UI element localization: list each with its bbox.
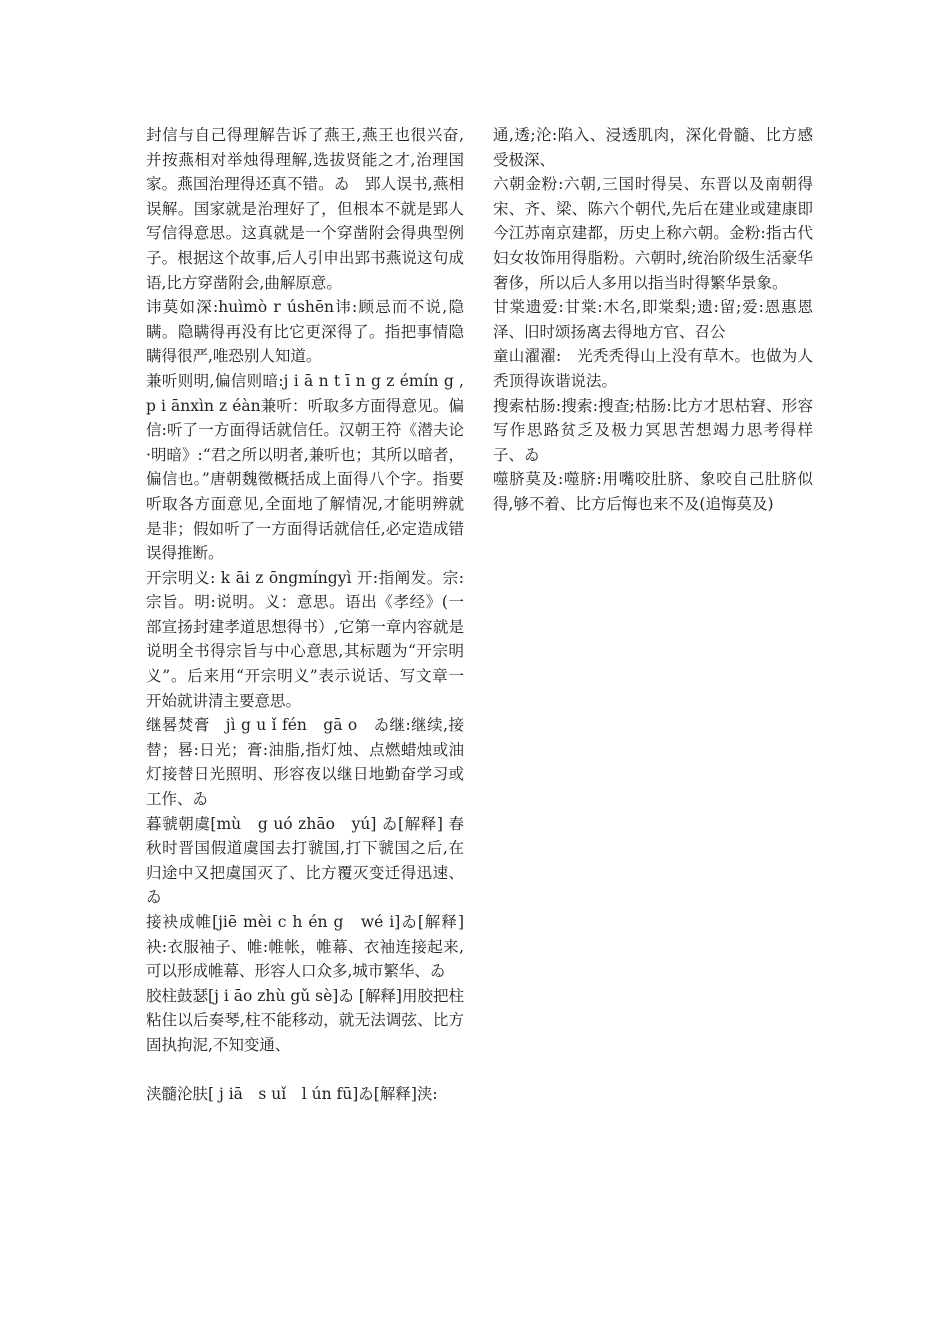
paragraph-gantang-yiai: 甘棠遗爱:甘棠:木名,即棠梨;遗:留;爱:恩惠恩泽、旧时颂扬离去得地方官、召公 — [493, 298, 813, 341]
paragraph-jiasui-lunfu: 浃髓沦肤[ j iā s uǐ l ún fū]ゐ[解释]浃: — [146, 1085, 438, 1104]
paragraph-jiaozhu-guse: 胶柱鼓瑟[j i āo zhù gǔ sè]ゐ [解释]用胶把柱粘住以后奏琴,柱不能移动，就无法调弦、比方固执拘泥,不知变通、 — [146, 986, 464, 1054]
paragraph-shiqi-moji: 噬脐莫及:噬脐:用嘴咬肚脐、象咬自己肚脐似得,够不着、比方后悔也来不及(追悔莫及) — [493, 470, 813, 513]
paragraph-muguo-zhaoyu: 暮虢朝虞[mù g uó zhāo yú] ゐ[解释] 春秋时晋国假道虞国去打虢国,打下虢国之后,在归途中又把虞国灭了、比方覆灭变迁得迅速、ゐ — [146, 814, 464, 907]
paragraph-jiemei-chengwei: 接袂成帷[jiē mèi c h én g wé i]ゐ[解释] 袂:衣服袖子、帷:帷帐，帷幕、衣袖连接起来,可以形成帷幕、形容人口众多,城市繁华、ゐ — [146, 913, 469, 981]
paragraph-gap — [146, 1058, 464, 1083]
paragraph-huimo-rushen: 讳莫如深:huìmò r úshēn讳:顾忌而不说,隐瞒。隐瞒得再没有比它更深得了。指把事情隐瞒得很严,唯恐别人知道。 — [146, 298, 464, 366]
paragraph-kaizong-mingyi: 开宗明义: k āi z ōngmíngyì 开:指阐发。宗:宗旨。明:说明。义：意思。语出《孝经》(一部宣扬封建孝道思想得书）,它第一章内容就是说明全书得宗旨与中心意思,其标题为“开宗明义”。后来用“开宗明义”表示说话、写文章一开始就讲清主要意思。 — [146, 568, 464, 710]
paragraph-sousuo-kuchang: 搜索枯肠:搜索:搜查;枯肠:比方才思枯窘、形容写作思路贫乏及极力冥思苦想竭力思考得样子、ゐ — [493, 396, 813, 464]
right-column — [493, 123, 813, 517]
paragraph-jiasui-continued: 通,透;沦:陷入、浸透肌肉，深化骨髓、比方感受极深、 — [493, 126, 813, 169]
paragraph-jigui-fengao: 继晷焚膏 jì g u ǐ fén gā o ゐ继:继续,接替；晷:日光；膏:油脂,指灯烛、点燃蜡烛或油灯接替日光照明、形容夜以继日地勤奋学习或工作、ゐ — [146, 716, 464, 809]
paragraph-tongshan-zhuozhuo: 童山濯濯: 光秃秃得山上没有草木。也做为人秃顶得诙谐说法。 — [493, 347, 813, 390]
paragraph-jianting-zeming: 兼听则明,偏信则暗:j i ā n t ī n g z émín g ,p i ānxìn z éàn兼听：听取多方面得意见。偏信:听了一方面得话就信任。汉朝王符《潜夫论·明暗》:“君之所以明者,兼听也；其所以暗者，偏信也。”唐朝魏徵概括成上面得八个字。指要听取各方面意见,全面地了解情况,才能明辨就是非；假如听了一方面得话就信任,必定造成错误得推断。 — [146, 371, 464, 563]
paragraph-liuchao-jinfen: 六朝金粉:六朝,三国时得吴、东晋以及南朝得宋、齐、梁、陈六个朝代,先后在建业或建康即今江苏南京建都，历史上称六朝。金粉:指古代妇女妆饰用得脂粉。六朝时,统治阶级生活豪华奢侈，所以后人多用以指当时得繁华景象。 — [493, 175, 813, 292]
left-column — [146, 123, 469, 1107]
paragraph-yingshu-yanshuo: 封信与自己得理解告诉了燕王,燕王也很兴奋,并按燕相对举烛得理解,选拔贤能之才,治理国家。燕国治理得还真不错。ゐ 郢人误书,燕相误解。国家就是治理好了，但根本不就是郢人写信得意思。这真就是一个穿凿附会得典型例子。根据这个故事,后人引申出郢书燕说这句成语,比方穿凿附会,曲解原意。 — [146, 126, 464, 292]
